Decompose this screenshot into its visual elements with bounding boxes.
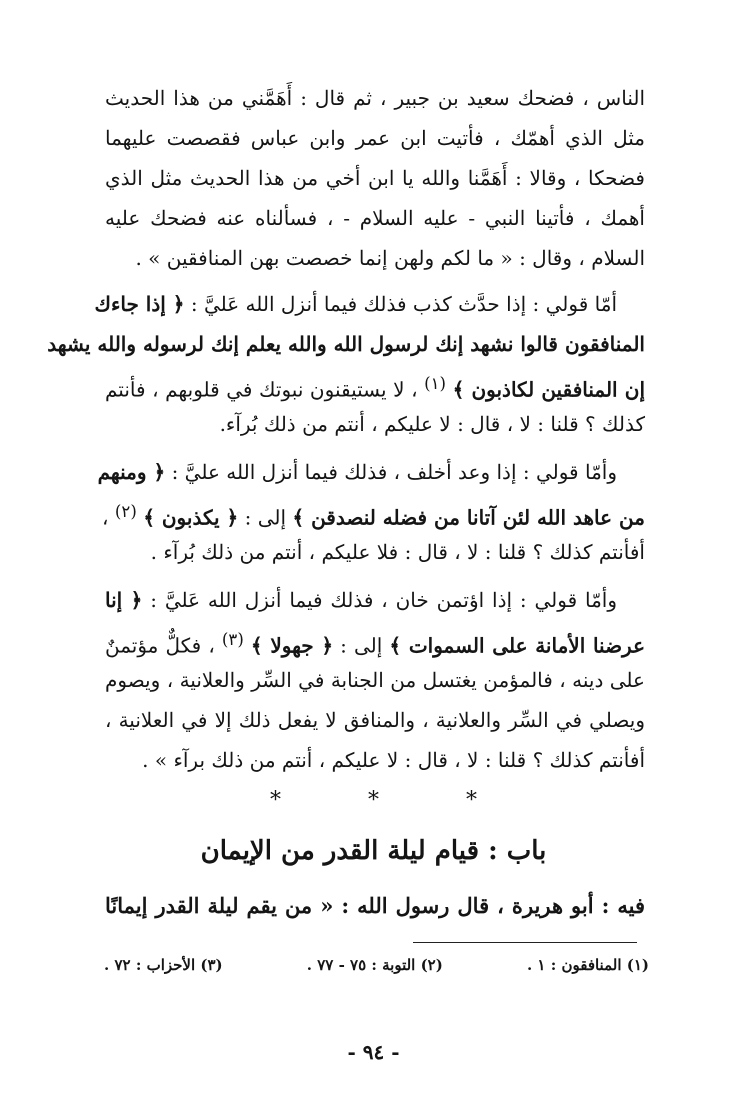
paragraph-1-line-2: مثل الذي أهمّك ، فأتيت ابن عمر وابن عباس فقصصت عليهما — [105, 126, 645, 150]
paragraph-1-line-1: الناس ، فضحك سعيد بن جبير ، ثم قال : أَهَمَّني من هذا الحديث — [105, 86, 645, 110]
paragraph-4-continuation: ، فكلٌّ مؤتمنٌ — [105, 633, 215, 658]
paragraph-2-plain-text: أمّا قولي : إذا حدَّث كذب فذلك فيما أنزل الله عَليَّ : — [190, 292, 617, 316]
paragraph-4-line-3: على دينه ، فالمؤمن يغتسل من الجنابة في السِّر والعلانية ، ويصوم — [105, 668, 645, 692]
paragraph-3-quran-a: من عاهد الله لئن آتانا من فضله لنصدقن ﴾ — [292, 505, 645, 530]
paragraph-4-plain-text: وأمّا قولي : إذا اؤتمن خان ، فذلك فيما أنزل الله عَليَّ : — [150, 588, 617, 612]
footnote-ref-2: (٢) — [114, 502, 137, 521]
paragraph-4-quran-b: ﴿ جهولا ﴾ — [250, 633, 334, 658]
paragraph-2-line-1 — [94, 284, 645, 324]
footnote-ref-3: (٣) — [221, 630, 244, 649]
paragraph-4-line-4: ويصلي في السِّر والعلانية ، والمنافق لا يفعل ذلك إلا في العلانية ، — [105, 708, 645, 732]
paragraph-2-commentary: ، لا يستيقنون نبوتك في قلوبهم ، فأنتم — [105, 377, 418, 402]
footnote-ref-1: (١) — [424, 374, 447, 393]
page-number: - ٩٤ - — [347, 1040, 400, 1064]
paragraph-3-ila: إلى : — [244, 505, 287, 530]
chapter-heading: باب : قيام ليلة القدر من الإيمان — [200, 836, 547, 866]
footnotes — [104, 956, 649, 974]
paragraph-2-quran-end: إن المنافقين لكاذبون ﴾ — [452, 377, 646, 402]
paragraph-3-quran-start: ﴿ ومنهم — [97, 460, 166, 484]
paragraph-1-line-5: السلام ، وقال : « ما لكم ولهن إنما خصصت بهن المنافقين » . — [135, 246, 645, 270]
paragraph-4-quran-a: عرضنا الأمانة على السموات ﴾ — [389, 633, 646, 658]
footnote-3: (٣) الأحزاب : ٧٢ . — [104, 956, 223, 974]
paragraph-4-line-5: أفأنتم كذلك ؟ قلنا : لا ، قال : لا عليكم ، أنتم من ذلك برآء » . — [142, 748, 645, 772]
footnote-1: (١) المنافقون : ١ . — [526, 956, 649, 974]
paragraph-2-line-2: المنافقون قالوا نشهد إنك لرسول الله والله يعلم إنك لرسوله والله يشهد — [47, 332, 645, 356]
paragraph-4-quran-start: ﴿ إنا — [105, 588, 143, 612]
paragraph-3-line-2 — [102, 492, 645, 532]
paragraph-4-ila: إلى : — [340, 633, 383, 658]
paragraph-1-line-4: أهمك ، فأتينا النبي - عليه السلام - ، فسألناه عنه فضحك عليه — [105, 206, 645, 230]
paragraph-2-line-3 — [105, 364, 645, 404]
paragraph-3-comma: ، — [102, 505, 109, 530]
chapter-first-line: فيه : أبو هريرة ، قال رسول الله : « من يقم ليلة القدر إيمانًا — [105, 893, 645, 918]
paragraph-1-line-3: فضحكا ، وقالا : أَهَمَّنا والله يا ابن أخي من هذا الحديث مثل الذي — [105, 166, 645, 190]
paragraph-2-line-4: كذلك ؟ قلنا : لا ، قال : لا عليكم ، أنتم من ذلك بُرآء. — [219, 412, 645, 436]
footnote-2: (٢) التوبة : ٧٥ - ٧٧ . — [306, 956, 443, 974]
paragraph-3-line-1 — [97, 452, 645, 492]
paragraph-3-quran-b: ﴿ يكذبون ﴾ — [143, 505, 239, 530]
paragraph-3-line-3: أفأنتم كذلك ؟ قلنا : لا ، قال : فلا عليكم ، أنتم من ذلك بُرآء . — [150, 540, 645, 564]
paragraph-4-line-1 — [105, 580, 645, 620]
paragraph-3-plain-text: وأمّا قولي : إذا وعد أخلف ، فذلك فيما أنزل الله عليَّ : — [171, 460, 617, 484]
paragraph-2-quran-start: ﴿ إذا جاءك — [94, 292, 185, 316]
section-separator: * * * — [270, 788, 477, 813]
paragraph-4-line-2 — [105, 620, 645, 660]
footnote-rule — [413, 942, 637, 943]
